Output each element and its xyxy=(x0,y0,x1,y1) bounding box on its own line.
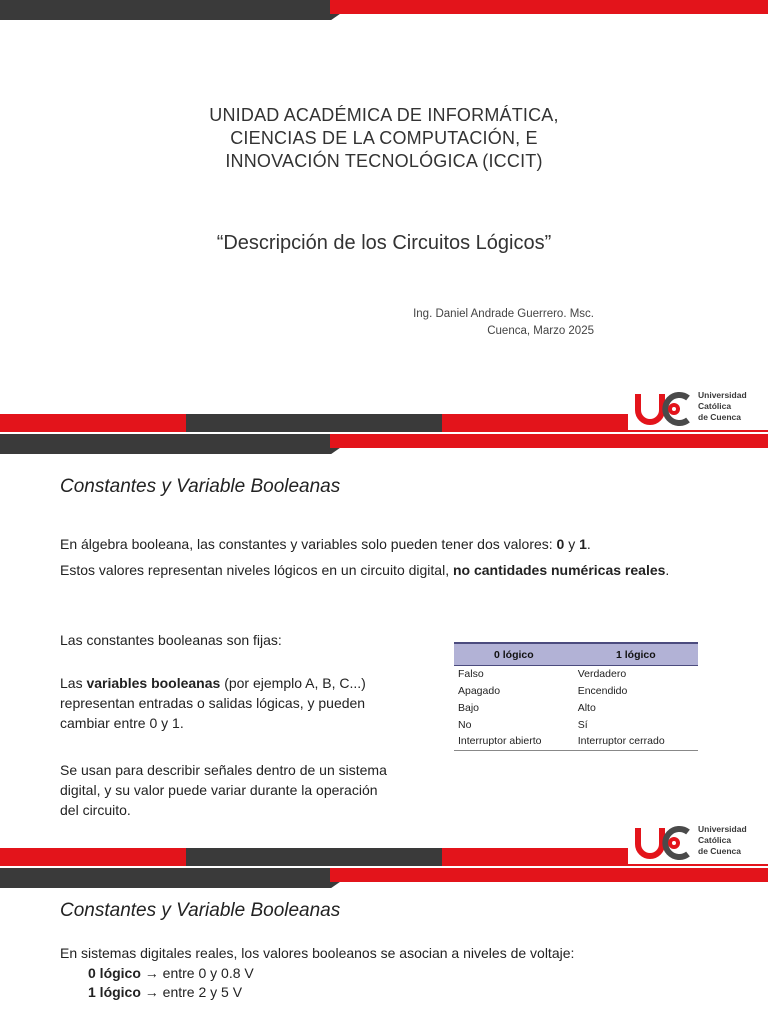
top-band xyxy=(0,0,768,14)
logo-line-3: de Cuenca xyxy=(698,412,741,422)
table-cell: No xyxy=(458,719,472,731)
bottom-band xyxy=(0,848,768,866)
slide-title xyxy=(0,0,768,432)
top-band xyxy=(0,868,768,882)
author-block xyxy=(413,306,594,340)
table-header-cell: 1 lógico xyxy=(574,643,698,666)
table-cell: Apagado xyxy=(458,685,501,697)
slide-voltage-levels xyxy=(0,868,768,1024)
text: En álgebra booleana, las constantes y variables solo pueden tener dos valores: xyxy=(60,536,557,552)
slide-heading: Constantes y Variable Booleanas xyxy=(60,476,341,497)
paragraph-boolean-variables xyxy=(60,673,420,733)
table-row xyxy=(454,700,698,717)
bottom-band-dark xyxy=(186,848,442,866)
author-name: Ing. Daniel Andrade Guerrero. Msc. xyxy=(413,308,594,320)
line: digital, y su valor puede variar durante la operación xyxy=(60,782,378,798)
top-band-dark xyxy=(0,868,360,888)
text: → entre 0 y 0.8 V xyxy=(140,965,254,981)
place-date: Cuenca, Marzo 2025 xyxy=(487,325,594,337)
text: . xyxy=(586,536,591,552)
institution-title-line1: UNIDAD ACADÉMICA DE INFORMÁTICA, xyxy=(209,105,559,125)
top-band-dark xyxy=(0,434,360,454)
text: . xyxy=(665,562,670,578)
top-band xyxy=(0,434,768,448)
text-bold: variables booleanas xyxy=(86,675,221,691)
table-cell: Interruptor cerrado xyxy=(574,734,698,751)
bottom-band-red-right xyxy=(442,414,628,432)
logo-line-2: Católica xyxy=(698,835,732,845)
bottom-band-red-left xyxy=(0,414,186,432)
table-cell: Alto xyxy=(577,702,596,714)
logo-line-1: Universidad xyxy=(698,824,747,834)
slide-boolean-constants xyxy=(0,434,768,866)
bottom-band-line xyxy=(628,864,768,866)
table-cell: Verdadero xyxy=(577,668,627,681)
table-header-row xyxy=(454,643,698,666)
top-band-red xyxy=(330,434,768,448)
table-cell: Interruptor abierto xyxy=(454,734,574,751)
table-cell: Falso xyxy=(458,668,484,681)
table-row xyxy=(454,734,698,751)
list-item xyxy=(60,982,242,1002)
text: y xyxy=(564,536,580,552)
presentation-subtitle: “Descripción de los Circuitos Lógicos” xyxy=(216,232,552,254)
text-bold: 0 xyxy=(556,536,565,552)
institution-title-line2: CIENCIAS DE LA COMPUTACIÓN, E xyxy=(230,128,538,148)
table-cell: Bajo xyxy=(458,702,480,714)
paragraph-logic-levels xyxy=(60,560,710,580)
table-cell: Encendido xyxy=(577,685,628,697)
top-band-dark xyxy=(0,0,360,20)
table-row xyxy=(454,666,698,683)
top-band-red xyxy=(330,0,768,14)
line: representan entradas o salidas lógicas, y pueden xyxy=(60,695,366,711)
institution-title-line3: INNOVACIÓN TECNOLÓGICA (ICCIT) xyxy=(225,151,543,171)
text: → entre 2 y 5 V xyxy=(140,984,243,1000)
line xyxy=(60,673,420,693)
logo-line-1: Universidad xyxy=(698,390,747,400)
table-row xyxy=(454,717,698,734)
logo-line-2: Católica xyxy=(698,401,732,411)
table-row xyxy=(454,683,698,700)
logo-line-3: de Cuenca xyxy=(698,846,741,856)
bottom-band-red-right xyxy=(442,848,628,866)
bottom-band-dark xyxy=(186,414,442,432)
paragraph-voltage-intro: En sistemas digitales reales, los valores booleanos se asocian a niveles de voltaje: xyxy=(60,945,575,961)
text-bold: 1 lógico xyxy=(88,984,141,1000)
line: del circuito. xyxy=(60,802,131,818)
top-band-red xyxy=(330,868,768,882)
text: Estos valores representan niveles lógicos en un circuito digital, xyxy=(60,562,453,578)
text: (por ejemplo A, B, C...) xyxy=(220,675,366,691)
list-item xyxy=(60,963,254,983)
line: Se usan para describir señales dentro de un sistema xyxy=(60,762,387,778)
institution-title xyxy=(0,104,768,173)
bottom-band-line xyxy=(628,430,768,432)
text: Las xyxy=(60,675,87,691)
bottom-band xyxy=(0,414,768,432)
table-cell: Sí xyxy=(577,719,588,731)
line: cambiar entre 0 y 1. xyxy=(60,715,184,731)
paragraph-constants-fixed: Las constantes booleanas son fijas: xyxy=(60,632,282,648)
table-header-cell: 0 lógico xyxy=(454,643,574,666)
text-bold: 1 xyxy=(579,536,587,552)
text-bold: no cantidades numéricas reales xyxy=(452,562,666,578)
text-bold: 0 lógico xyxy=(88,965,141,981)
slide-heading: Constantes y Variable Booleanas xyxy=(60,900,341,921)
logic-levels-table xyxy=(454,642,698,751)
bottom-band-red-left xyxy=(0,848,186,866)
paragraph-signals xyxy=(60,760,420,820)
paragraph-two-values xyxy=(60,534,720,554)
